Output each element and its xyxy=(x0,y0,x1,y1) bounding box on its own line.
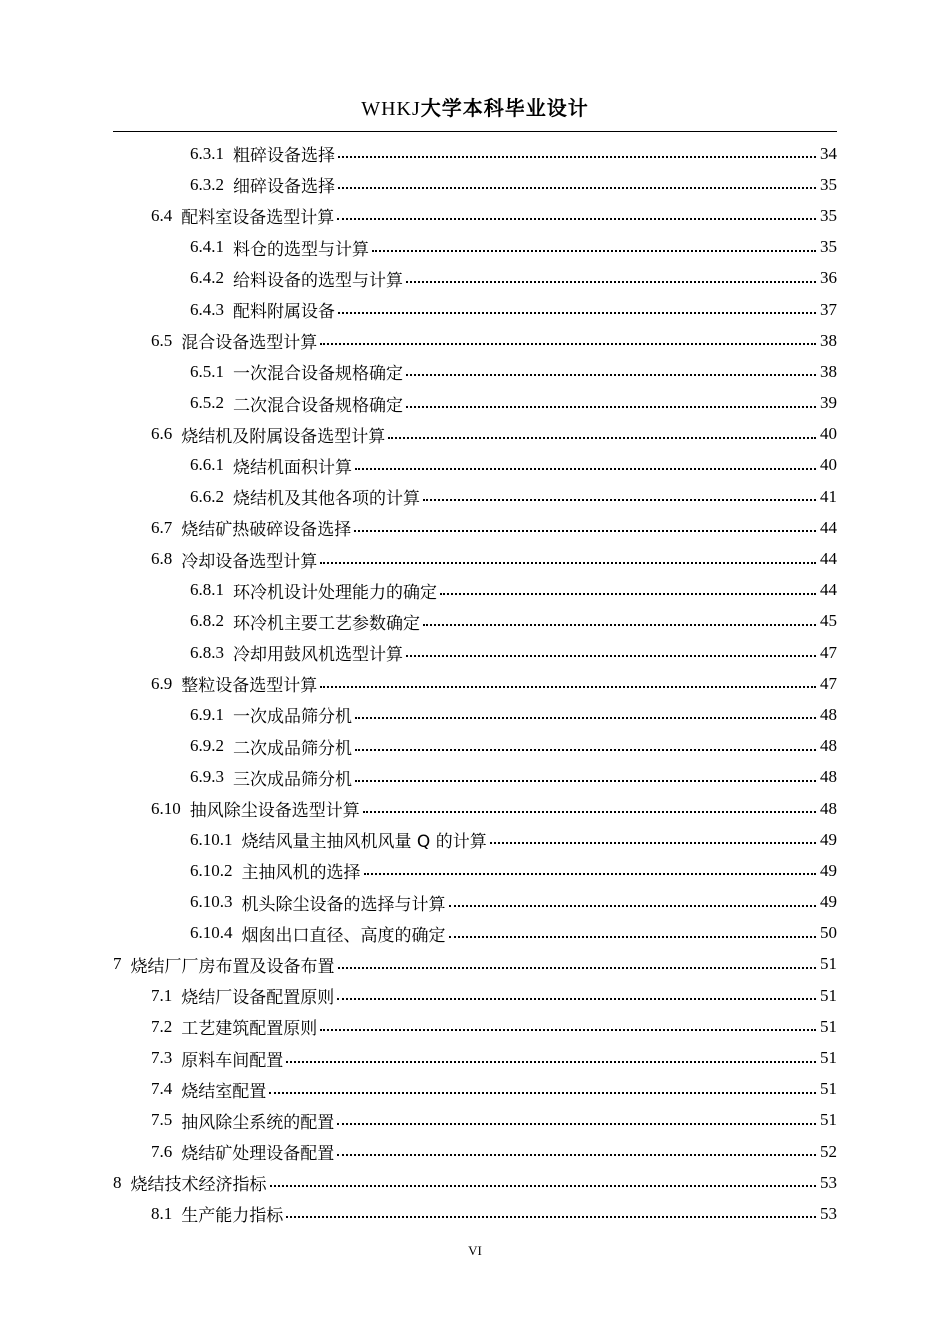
toc-dot-leader xyxy=(286,1044,816,1063)
toc-entry-title: 烧结技术经济指标 xyxy=(130,1175,267,1196)
toc-entry[interactable] xyxy=(113,1136,837,1167)
toc-entry-number: 6.8.3 xyxy=(190,642,224,662)
toc-entry-page: 50 xyxy=(820,923,837,943)
toc-entry-title: 工艺建筑配置原则 xyxy=(181,1019,318,1040)
toc-entry-page: 40 xyxy=(820,455,837,475)
toc-entry-title: 烧结矿处理设备配置 xyxy=(181,1144,335,1165)
toc-entry-number: 6.4 xyxy=(151,205,173,225)
toc-entry-page: 34 xyxy=(820,143,837,163)
toc-dot-leader xyxy=(406,638,816,657)
toc-entry-number: 7.6 xyxy=(151,1141,173,1161)
toc-entry-page: 44 xyxy=(820,580,837,600)
toc-dot-leader xyxy=(355,451,816,470)
toc-dot-leader xyxy=(270,1168,817,1187)
toc-entry-page: 41 xyxy=(820,486,837,506)
toc-entry-page: 39 xyxy=(820,393,837,413)
toc-dot-leader xyxy=(364,856,817,875)
toc-entry-page: 49 xyxy=(820,892,837,912)
toc-dot-leader xyxy=(338,139,816,158)
toc-entry-page: 35 xyxy=(820,237,837,257)
toc-entry-page: 49 xyxy=(820,829,837,849)
toc-entry[interactable] xyxy=(113,980,837,1011)
toc-entry-number: 7.3 xyxy=(151,1048,173,1068)
toc-dot-leader xyxy=(423,482,816,501)
toc-entry-number: 6.10 xyxy=(151,798,181,818)
toc-entry[interactable] xyxy=(113,668,837,699)
toc-entry-title: 一次成品筛分机 xyxy=(233,707,352,728)
toc-entry-number: 6.8 xyxy=(151,549,173,569)
toc-entry-title: 二次成品筛分机 xyxy=(233,738,352,759)
toc-dot-leader xyxy=(337,1137,816,1156)
toc-entry[interactable] xyxy=(113,762,837,793)
toc-entry-page: 49 xyxy=(820,860,837,880)
toc-entry-title: 二次混合设备规格确定 xyxy=(233,395,403,416)
toc-entry-number: 6.10.3 xyxy=(190,892,233,912)
toc-dot-leader xyxy=(320,326,816,345)
toc-dot-leader xyxy=(423,607,816,626)
toc-entry[interactable] xyxy=(113,294,837,325)
toc-entry[interactable] xyxy=(113,325,837,356)
toc-entry-number: 6.4.1 xyxy=(190,237,224,257)
toc-entry[interactable] xyxy=(113,637,837,668)
toc-entry-page: 51 xyxy=(820,985,837,1005)
toc-entry-number: 6.10.4 xyxy=(190,923,233,943)
toc-entry-page: 52 xyxy=(820,1141,837,1161)
toc-entry[interactable] xyxy=(113,1042,837,1073)
toc-entry-page: 51 xyxy=(820,1048,837,1068)
toc-dot-leader xyxy=(338,170,816,189)
toc-entry-title: 机头除尘设备的选择与计算 xyxy=(241,894,446,915)
toc-entry-title: 抽风除尘系统的配置 xyxy=(181,1112,335,1133)
toc-entry[interactable] xyxy=(113,887,837,918)
header-mark: WHKJ xyxy=(361,98,421,120)
toc-entry-page: 44 xyxy=(820,549,837,569)
toc-dot-leader xyxy=(355,700,816,719)
toc-dot-leader xyxy=(338,950,817,969)
toc-entry-page: 38 xyxy=(820,361,837,381)
toc-entry-page: 53 xyxy=(820,1172,837,1192)
toc-entry[interactable] xyxy=(113,1198,837,1229)
toc-entry-title: 原料车间配置 xyxy=(181,1050,284,1071)
toc-entry-page: 48 xyxy=(820,798,837,818)
toc-entry-number: 6.4.3 xyxy=(190,299,224,319)
toc-entry[interactable] xyxy=(113,263,837,294)
toc-entry-title: 烧结机及附属设备选型计算 xyxy=(181,426,386,447)
toc-entry-title: 整粒设备选型计算 xyxy=(181,676,318,697)
toc-entry-page: 45 xyxy=(820,611,837,631)
toc-entry-page: 51 xyxy=(820,1079,837,1099)
toc-entry[interactable] xyxy=(113,1074,837,1105)
page-header xyxy=(113,92,837,121)
toc-entry-number: 6.7 xyxy=(151,517,173,537)
toc-entry-number: 6.8.2 xyxy=(190,611,224,631)
toc-entry-number: 6.3.2 xyxy=(190,174,224,194)
toc-dot-leader xyxy=(490,825,816,844)
toc-entry-title: 烧结厂设备配置原则 xyxy=(181,988,335,1009)
toc-entry-page: 48 xyxy=(820,704,837,724)
toc-entry-page: 37 xyxy=(820,299,837,319)
toc-entry-number: 6.3.1 xyxy=(190,143,224,163)
toc-dot-leader xyxy=(406,389,816,408)
toc-entry-title: 给料设备的选型与计算 xyxy=(233,270,403,291)
toc-dot-leader xyxy=(337,1106,816,1125)
toc-entry-number: 6.10.1 xyxy=(190,829,233,849)
toc-entry-number: 6.4.2 xyxy=(190,268,224,288)
toc-entry-page: 40 xyxy=(820,424,837,444)
toc-dot-leader xyxy=(440,576,816,595)
table-of-contents xyxy=(113,138,837,1230)
toc-dot-leader xyxy=(449,888,817,907)
toc-entry-page: 35 xyxy=(820,174,837,194)
toc-entry-title: 环冷机主要工艺参数确定 xyxy=(233,613,420,634)
toc-entry-number: 8 xyxy=(113,1172,122,1192)
toc-entry[interactable] xyxy=(113,824,837,855)
toc-dot-leader xyxy=(269,1075,816,1094)
toc-entry[interactable] xyxy=(113,575,837,606)
toc-entry-page: 51 xyxy=(820,1110,837,1130)
toc-entry-title: 料仓的选型与计算 xyxy=(233,239,369,260)
toc-dot-leader xyxy=(320,1012,816,1031)
toc-entry[interactable] xyxy=(113,200,837,231)
toc-entry-title: 烧结风量主抽风机风量 Q 的计算 xyxy=(241,832,487,853)
toc-entry[interactable] xyxy=(113,169,837,200)
toc-entry[interactable] xyxy=(113,512,837,543)
toc-entry-title: 配料附属设备 xyxy=(233,302,335,323)
toc-dot-leader xyxy=(337,981,816,1000)
toc-entry[interactable] xyxy=(113,606,837,637)
toc-entry-title: 烧结机面积计算 xyxy=(233,457,352,478)
toc-entry[interactable] xyxy=(113,1011,837,1042)
toc-dot-leader xyxy=(355,732,816,751)
toc-entry-title: 细碎设备选择 xyxy=(233,177,335,198)
toc-dot-leader xyxy=(338,295,816,314)
toc-dot-leader xyxy=(320,545,816,564)
toc-entry-number: 6.9.1 xyxy=(190,704,224,724)
toc-entry-number: 7.2 xyxy=(151,1016,173,1036)
toc-entry[interactable] xyxy=(113,481,837,512)
toc-entry[interactable] xyxy=(113,1167,837,1198)
toc-entry-title: 配料室设备选型计算 xyxy=(181,208,335,229)
toc-entry[interactable] xyxy=(113,388,837,419)
toc-entry-title: 混合设备选型计算 xyxy=(181,333,318,354)
page-number: VI xyxy=(468,1243,482,1258)
toc-entry-title: 冷却设备选型计算 xyxy=(181,551,318,572)
toc-dot-leader xyxy=(372,233,816,252)
toc-entry-page: 48 xyxy=(820,736,837,756)
toc-entry-number: 8.1 xyxy=(151,1203,173,1223)
toc-entry-page: 51 xyxy=(820,1016,837,1036)
toc-entry-title: 环冷机设计处理能力的确定 xyxy=(233,582,437,603)
toc-entry-number: 7.1 xyxy=(151,985,173,1005)
toc-entry-number: 6.5 xyxy=(151,330,173,350)
toc-entry-title: 烟囱出口直径、高度的确定 xyxy=(241,925,446,946)
toc-dot-leader xyxy=(388,420,816,439)
toc-entry[interactable] xyxy=(113,232,837,263)
toc-entry-number: 6.6 xyxy=(151,424,173,444)
header-rule xyxy=(113,131,837,132)
toc-entry-number: 6.9.3 xyxy=(190,767,224,787)
toc-entry-title: 烧结厂厂房布置及设备布置 xyxy=(130,956,335,977)
toc-entry-number: 6.10.2 xyxy=(190,860,233,880)
toc-entry-title: 烧结机及其他各项的计算 xyxy=(233,489,420,510)
toc-dot-leader xyxy=(406,357,816,376)
toc-entry-number: 7 xyxy=(113,954,122,974)
header-title: 大学本科毕业设计 xyxy=(420,96,589,120)
toc-entry-page: 44 xyxy=(820,517,837,537)
toc-entry-title: 一次混合设备规格确定 xyxy=(233,364,403,385)
toc-entry-number: 6.9.2 xyxy=(190,736,224,756)
toc-entry-title: 主抽风机的选择 xyxy=(241,863,361,884)
toc-dot-leader xyxy=(337,201,816,220)
toc-dot-leader xyxy=(363,794,816,813)
toc-entry-page: 35 xyxy=(820,205,837,225)
toc-entry[interactable] xyxy=(113,793,837,824)
toc-entry-number: 7.4 xyxy=(151,1079,173,1099)
toc-entry-title: 冷却用鼓风机选型计算 xyxy=(233,645,403,666)
toc-dot-leader xyxy=(449,919,817,938)
toc-entry-number: 6.5.1 xyxy=(190,361,224,381)
toc-entry-title: 烧结室配置 xyxy=(181,1081,267,1102)
toc-entry-page: 47 xyxy=(820,642,837,662)
toc-entry[interactable] xyxy=(113,419,837,450)
toc-dot-leader xyxy=(320,669,816,688)
toc-entry[interactable] xyxy=(113,138,837,169)
toc-entry-page: 47 xyxy=(820,673,837,693)
toc-entry[interactable] xyxy=(113,450,837,481)
toc-entry[interactable] xyxy=(113,699,837,730)
toc-entry-number: 6.8.1 xyxy=(190,580,224,600)
toc-entry[interactable] xyxy=(113,1105,837,1136)
toc-entry[interactable] xyxy=(113,731,837,762)
toc-entry-page: 36 xyxy=(820,268,837,288)
toc-entry[interactable] xyxy=(113,949,837,980)
toc-dot-leader xyxy=(354,513,816,532)
toc-entry-title: 三次成品筛分机 xyxy=(233,769,352,790)
toc-entry-number: 7.5 xyxy=(151,1110,173,1130)
toc-dot-leader xyxy=(406,264,816,283)
toc-entry-page: 51 xyxy=(820,954,837,974)
toc-entry[interactable] xyxy=(113,543,837,574)
toc-entry-number: 6.5.2 xyxy=(190,393,224,413)
toc-entry-title: 烧结矿热破碎设备选择 xyxy=(181,520,352,541)
toc-dot-leader xyxy=(355,763,816,782)
toc-entry-number: 6.6.2 xyxy=(190,486,224,506)
toc-entry-title: 抽风除尘设备选型计算 xyxy=(189,801,360,822)
toc-entry[interactable] xyxy=(113,356,837,387)
toc-entry-page: 48 xyxy=(820,767,837,787)
toc-dot-leader xyxy=(286,1199,816,1218)
toc-entry-title: 粗碎设备选择 xyxy=(233,146,335,167)
toc-entry-number: 6.9 xyxy=(151,673,173,693)
toc-entry-page: 53 xyxy=(820,1203,837,1223)
toc-entry-title: 生产能力指标 xyxy=(181,1206,284,1227)
toc-entry-page: 38 xyxy=(820,330,837,350)
toc-entry[interactable] xyxy=(113,855,837,886)
toc-entry[interactable] xyxy=(113,918,837,949)
toc-entry-number: 6.6.1 xyxy=(190,455,224,475)
